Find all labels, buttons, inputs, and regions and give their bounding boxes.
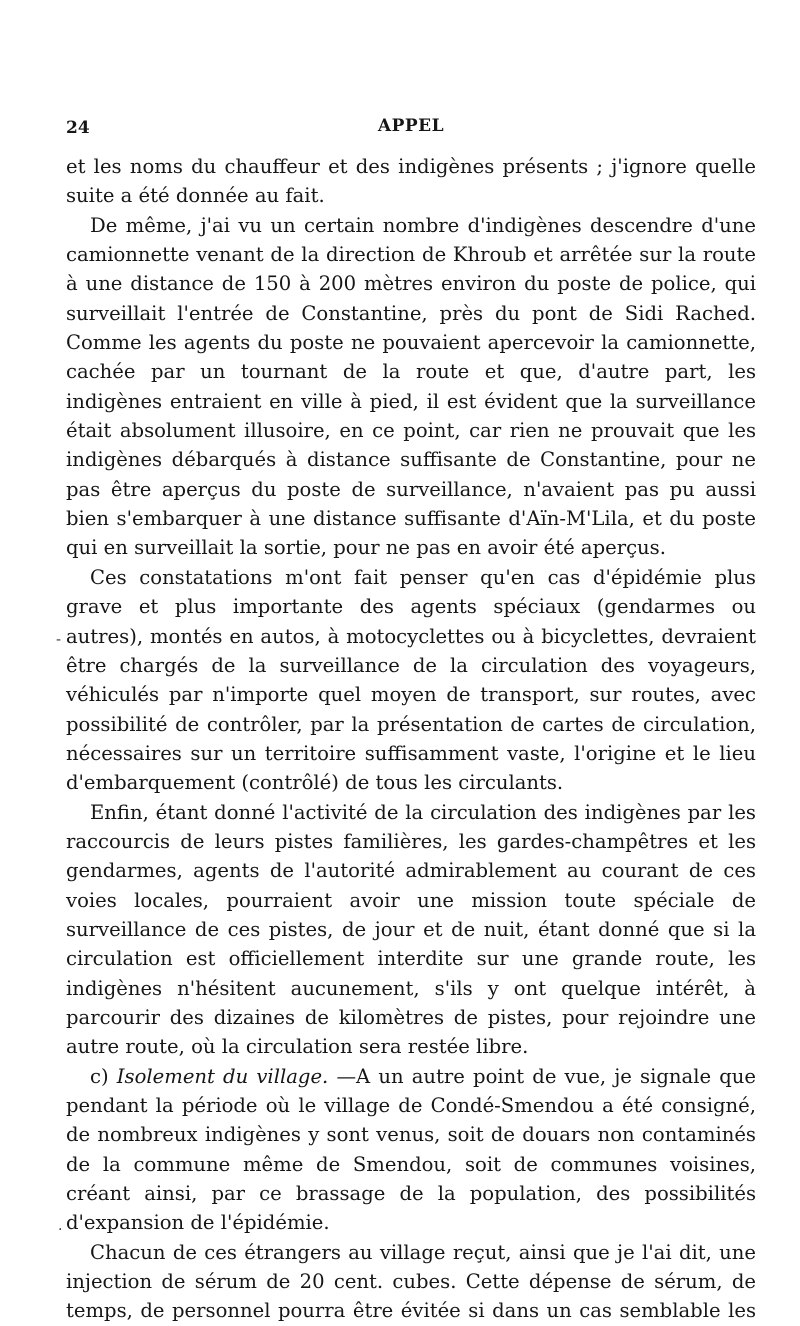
section-text: —A un autre point de vue, je signale que pendant la période où le village de Condé-Smendou a été consigné, de nombreux indigènes y sont venus, soit de douars non contaminés de la commune même de Smendou, soit de communes voisines, créant ainsi, par ce brassage de la population, des possibilités d'expansion de l'épidémie. [66, 1064, 756, 1235]
margin-mark: · [58, 1222, 63, 1238]
running-head: APPEL [377, 116, 445, 136]
paragraph-chacun: Chacun de ces étrangers au village reçut, ainsi que je l'ai dit, une injection de sérum de 20 cent. cubes. Cette dépense de sérum, de temps, de personnel pourra être évitée si dans un cas semblable les [66, 1240, 756, 1323]
paragraph-isolement [66, 1062, 756, 1238]
paragraph-enfin: Enfin, étant donné l'activité de la circulation des indigènes par les raccourcis de leurs pistes familières, les gardes-champêtres et les gendarmes, agents de l'autorité admirablement au courant de ces voies locales, pourraient avoir une mission toute spéciale de surveillance de ces pistes, de jour et de nuit, étant donné que si la circulation est officiellement interdite sur une grande route, les indigènes n'hésitent aucunement, s'ils y ont quelque intérêt, à parcourir des dizaines de kilomètres de pistes, pour rejoindre une autre route, où la circulation sera restée libre. [66, 800, 756, 1059]
section-label: c) [90, 1064, 117, 1088]
paragraph-camionnette: De même, j'ai vu un certain nombre d'indigènes descendre d'une camionnette venant de la direction de Khroub et arrêtée sur la route à une distance de 150 à 200 mètres environ du poste de police, qui surveillait l'entrée de Constantine, près du pont de Sidi Rached. Comme les agents du poste ne pouvaient apercevoir la camionnette, cachée par un tournant de la route et que, d'autre part, les indigènes entraient en ville à pied, il est évident que la surveillance était absolument illusoire, en ce point, car rien ne prouvait que les indigènes débarqués à distance suffisante de Constantine, pour ne pas être aperçus du poste de surveillance, n'avaient pas pu aussi bien s'embarquer à une distance suffisante d'Aïn-M'Lila, et du poste qui en surveillait la sortie, pour ne pas en avoir été aperçus. [66, 213, 756, 560]
section-title: Isolement du village. [116, 1064, 329, 1088]
page-header [66, 112, 756, 142]
paragraph-continuation: et les noms du chauffeur et des indigènes présents ; j'ignore quelle suite a été donnée au fait. [66, 155, 756, 208]
body-text [66, 152, 756, 1326]
paragraph-constatations: Ces constatations m'ont fait penser qu'en cas d'épidémie plus grave et plus importante des agents spéciaux (gendarmes ou autres), montés en autos, à motocyclettes ou à bicyclettes, devraient être chargés de la surveillance de la circulation des voyageurs, véhiculés par n'importe quel moyen de transport, sur routes, avec possibilité de contrôler, par la présentation de cartes de circulation, nécessaires sur un territoire suffisamment vaste, l'origine et le lieu d'embarquement (contrôlé) de tous les circulants. [66, 565, 756, 795]
margin-mark: - [56, 632, 62, 648]
page-number: 24 [66, 118, 90, 138]
